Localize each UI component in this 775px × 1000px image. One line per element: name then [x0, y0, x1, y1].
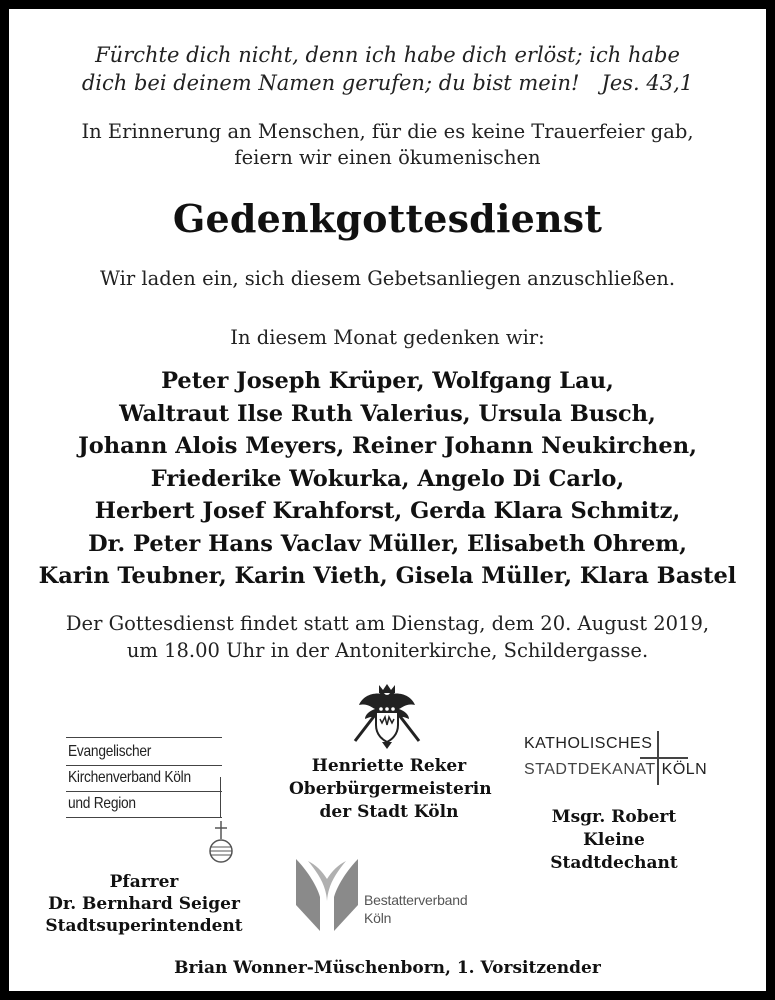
kat-logo-city: KÖLN	[661, 761, 708, 778]
signatory-name: Dr. Bernhard Seiger	[48, 894, 240, 914]
obituary-notice	[9, 9, 766, 991]
cross-globe-icon	[204, 819, 238, 863]
coat-of-arms-icon	[349, 681, 425, 751]
remember-heading: In diesem Monat gedenken wir:	[230, 326, 545, 349]
ev-logo-line-3: und Region	[68, 795, 136, 812]
names-line: Friederike Wokurka, Angelo Di Carlo,	[150, 465, 625, 492]
signatory-title: Stadtsuperintendent	[45, 916, 243, 936]
logo-rule	[66, 765, 222, 766]
cross-horizontal	[640, 757, 688, 759]
katholisch-signatory	[519, 806, 709, 875]
names-list	[9, 365, 766, 593]
signatory-name: Msgr. Robert Kleine	[551, 807, 677, 850]
signatory-org: der Stadt Köln	[319, 802, 459, 822]
ev-logo-line-1: Evangelischer	[68, 743, 152, 760]
service-line-2: um 18.00 Uhr in der Antoniterkirche, Schildergasse.	[126, 639, 649, 662]
stadt-signatory	[289, 755, 492, 824]
signatory-name: Henriette Reker	[311, 756, 467, 776]
quote-line-2	[9, 69, 766, 97]
invitation-text: Wir laden ein, sich diesem Gebetsanliegen anzuschließen.	[99, 267, 676, 290]
evangelisch-signatory	[39, 871, 249, 937]
logo-rule	[66, 737, 222, 738]
signatory-role: Pfarrer	[109, 872, 179, 892]
names-line: Dr. Peter Hans Vaclav Müller, Elisabeth Ohrem,	[88, 530, 687, 557]
service-details	[9, 610, 766, 664]
names-line: Johann Alois Meyers, Reiner Johann Neukirchen,	[78, 433, 697, 459]
names-line: Karin Teubner, Karin Vieth, Gisela Müller, Klara Bastel	[38, 563, 737, 589]
names-line: Herbert Josef Krahforst, Gerda Klara Schmitz,	[94, 498, 681, 524]
intro-text	[9, 119, 766, 171]
kat-logo-stadtdekanat: STADTDEKANAT	[524, 761, 656, 778]
intro-line-2: feiern wir einen ökumenischen	[234, 146, 541, 169]
best-logo-line-2: Köln	[364, 910, 392, 926]
best-logo-line-1: Bestatterverband	[364, 892, 468, 908]
quote-reference: Jes. 43,1	[601, 71, 694, 95]
quote-line-1: Fürchte dich nicht, denn ich habe dich erlöst; ich habe	[95, 43, 680, 67]
intro-line-1: In Erinnerung an Menschen, für die es keine Trauerfeier gab,	[81, 120, 694, 143]
ev-logo-line-2: Kirchenverband Köln	[68, 769, 191, 786]
footer-signatory: Brian Wonner-Müschenborn, 1. Vorsitzender	[174, 958, 601, 978]
service-line-1: Der Gottesdienst findet statt am Dienstag, dem 20. August 2019,	[65, 612, 710, 635]
notice-title: Gedenkgottesdienst	[172, 196, 603, 241]
bestatterverband-logo-text	[364, 891, 467, 927]
logo-rule	[66, 791, 222, 792]
katholisches-stadtdekanat-logo	[524, 731, 724, 791]
evangelischer-kirchenverband-logo	[66, 725, 234, 865]
logo-rule	[66, 817, 222, 818]
quote-line-2-text: dich bei deinem Namen gerufen; du bist mein!	[81, 71, 580, 95]
bible-quote	[9, 41, 766, 97]
signatory-title: Stadtdechant	[550, 853, 678, 873]
logo-vertical-rule	[220, 777, 221, 817]
kat-logo-line-2	[524, 761, 707, 779]
bestatterverband-logo-icon	[294, 857, 360, 933]
signatory-title: Oberbürgermeisterin	[289, 779, 492, 799]
names-line: Peter Joseph Krüper, Wolfgang Lau,	[161, 368, 614, 394]
kat-logo-line-1: KATHOLISCHES	[524, 735, 653, 752]
names-line: Waltraut Ilse Ruth Valerius, Ursula Busch,	[119, 400, 656, 427]
